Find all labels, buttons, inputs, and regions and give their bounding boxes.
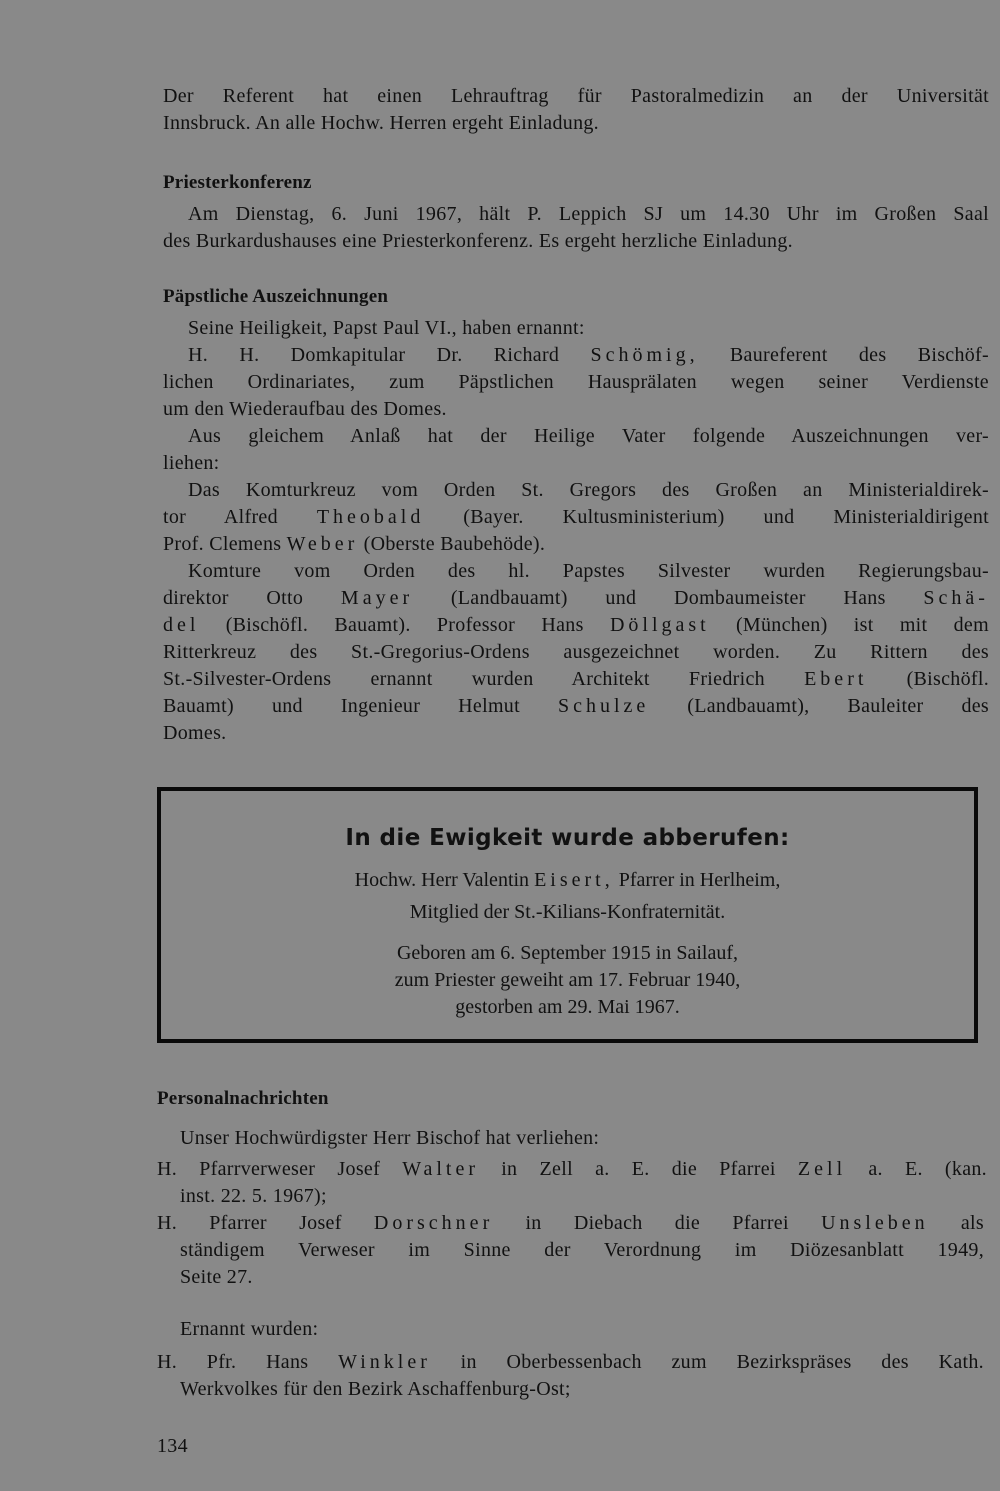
- spaced-name: Walter: [402, 1158, 480, 1180]
- paragraph-line: direktor Otto Mayer (Landbauamt) und Dombaumeister Hans Schä-: [163, 587, 989, 609]
- paragraph-line: St.-Silvester-Ordens ernannt wurden Architekt Friedrich Ebert (Bischöfl.: [163, 668, 989, 690]
- spaced-name: Dorschner: [373, 1212, 494, 1234]
- intro-line: Der Referent hat einen Lehrauftrag für Pastoralmedizin an der Universität: [163, 85, 989, 107]
- paragraph-line: Am Dienstag, 6. Juni 1967, hält P. Leppich SJ um 14.30 Uhr im Großen Saal: [188, 203, 989, 225]
- paragraph-line: Das Komturkreuz vom Orden St. Gregors des Großen an Ministerialdirek-: [188, 479, 989, 501]
- section-heading-priesterkonferenz: Priesterkonferenz: [163, 172, 312, 193]
- paragraph-line: H. Pfarrer Josef Dorschner in Diebach die Pfarrei Unsleben als: [157, 1212, 984, 1234]
- spaced-name: Döllgast: [609, 614, 710, 636]
- paragraph-line: H. H. Domkapitular Dr. Richard Schömig, Baureferent des Bischöf-: [188, 344, 989, 366]
- obituary-line: Mitglied der St.-Kilians-Konfraternität.: [409, 901, 726, 923]
- obituary-box: [157, 787, 978, 1043]
- spaced-name: Eisert,: [534, 869, 614, 891]
- paragraph-line: del (Bischöfl. Bauamt). Professor Hans Döllgast (München) ist mit dem: [163, 614, 989, 636]
- paragraph-line: Aus gleichem Anlaß hat der Heilige Vater folgende Auszeichnungen ver-: [188, 425, 989, 447]
- section-heading-personalnachrichten: Personalnachrichten: [157, 1088, 329, 1109]
- obituary-line: Geboren am 6. September 1915 in Sailauf,: [396, 942, 739, 964]
- paragraph-line: Prof. Clemens Weber (Oberste Baubehöde).: [163, 533, 546, 555]
- spaced-name: Unsleben: [821, 1212, 929, 1234]
- paragraph-line: ständigem Verweser im Sinne der Verordnung im Diözesanblatt 1949,: [180, 1239, 984, 1261]
- paragraph-line: liehen:: [163, 452, 220, 474]
- paragraph-line: des Burkardushauses eine Priesterkonferenz. Es ergeht herzliche Einladung.: [163, 230, 793, 252]
- paragraph-line: Seine Heiligkeit, Papst Paul VI., haben ernannt:: [188, 317, 585, 339]
- paragraph-line: Bauamt) und Ingenieur Helmut Schulze (Landbauamt), Bauleiter des: [163, 695, 990, 717]
- paragraph-line: Ritterkreuz des St.-Gregorius-Ordens ausgezeichnet worden. Zu Rittern des: [163, 641, 989, 663]
- spaced-name: del: [163, 614, 200, 636]
- paragraph-line: Komture vom Orden des hl. Papstes Silvester wurden Regierungsbau-: [188, 560, 989, 582]
- spaced-name: Schulze: [557, 695, 650, 717]
- spaced-name: Ebert: [804, 668, 868, 690]
- section-heading-auszeichnungen: Päpstliche Auszeichnungen: [163, 286, 389, 307]
- obituary-line: gestorben am 29. Mai 1967.: [455, 996, 680, 1018]
- spaced-name: Zell: [797, 1158, 847, 1180]
- obituary-line: Hochw. Herr Valentin Eisert, Pfarrer in Herlheim,: [354, 869, 781, 891]
- paragraph-line: H. Pfr. Hans Winkler in Oberbessenbach zum Bezirkspräses des Kath.: [157, 1351, 984, 1373]
- spaced-name: Weber: [286, 533, 359, 555]
- spaced-name: Theobald: [316, 506, 425, 528]
- paragraph-line: Seite 27.: [180, 1266, 253, 1288]
- paragraph-line: lichen Ordinariates, zum Päpstlichen Hausprälaten wegen seiner Verdienste: [163, 371, 989, 393]
- obituary-line: zum Priester geweiht am 17. Februar 1940,: [394, 969, 741, 991]
- page-number: 134: [157, 1435, 188, 1457]
- paragraph-line: Unser Hochwürdigster Herr Bischof hat verliehen:: [180, 1127, 600, 1149]
- intro-line: Innsbruck. An alle Hochw. Herren ergeht Einladung.: [163, 112, 599, 134]
- spaced-name: Schä-: [923, 587, 989, 609]
- spaced-name: Schömig,: [590, 344, 699, 366]
- obituary-title: In die Ewigkeit wurde abberufen:: [345, 825, 790, 851]
- paragraph-line: tor Alfred Theobald (Bayer. Kultusministerium) und Ministerialdirigent: [163, 506, 989, 528]
- paragraph-line: um den Wiederaufbau des Domes.: [163, 398, 447, 420]
- spaced-name: Winkler: [338, 1351, 431, 1373]
- paragraph-line: inst. 22. 5. 1967);: [180, 1185, 327, 1207]
- paragraph-line: Werkvolkes für den Bezirk Aschaffenburg-Ost;: [180, 1378, 571, 1400]
- paragraph-line: Ernannt wurden:: [180, 1318, 319, 1340]
- spaced-name: Mayer: [340, 587, 414, 609]
- paragraph-line: Domes.: [163, 722, 227, 744]
- paragraph-line: H. Pfarrverweser Josef Walter in Zell a. E. die Pfarrei Zell a. E. (kan.: [157, 1158, 987, 1180]
